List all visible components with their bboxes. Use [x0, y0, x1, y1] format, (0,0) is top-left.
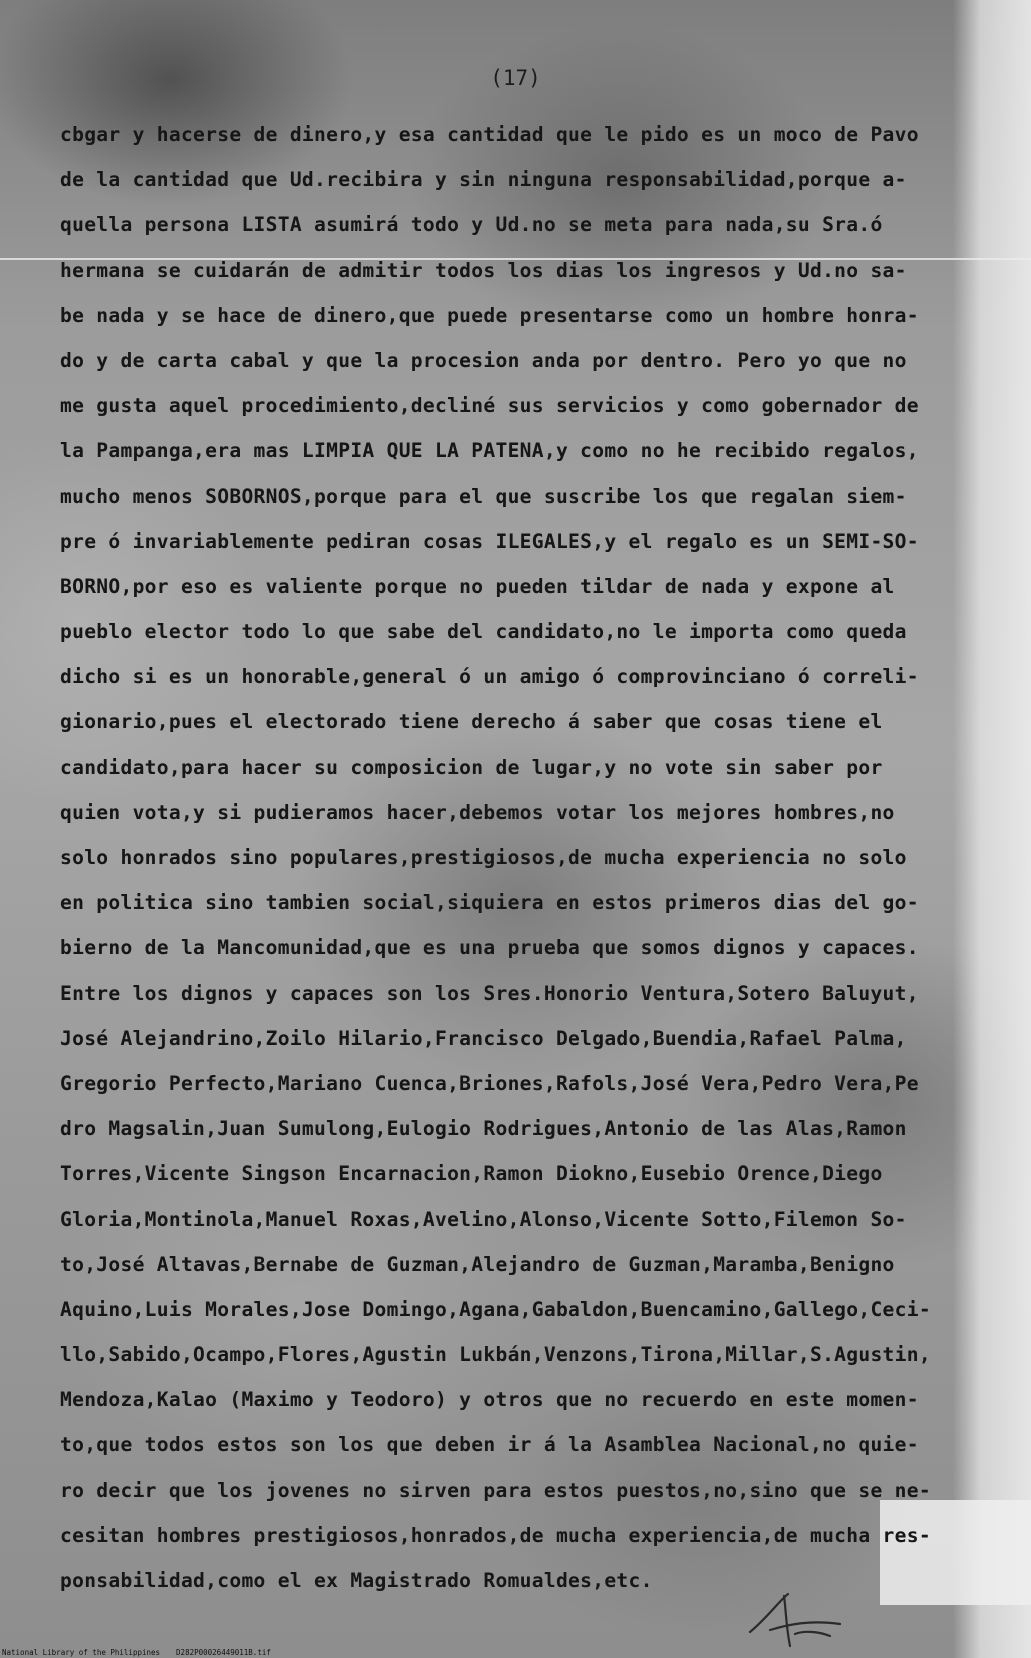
text-line: ponsabilidad,como el ex Magistrado Romualdes,etc. — [60, 1569, 653, 1592]
handwritten-signature — [740, 1590, 850, 1650]
text-line: candidato,para hacer su composicion de lugar,y no vote sin saber por — [60, 755, 883, 779]
text-line: dicho si es un honorable,general ó un amigo ó comprovinciano ó correli- — [60, 665, 919, 689]
text-line: hermana se cuidarán de admitir todos los dias los ingresos y Ud.no sa- — [60, 258, 907, 282]
text-line: cbgar y hacerse de dinero,y esa cantidad que le pido es un moco de Pavo — [60, 123, 919, 146]
footer-file-id: D282P00026449011B.tif — [176, 1648, 271, 1657]
text-line: quien vota,y si pudieramos hacer,debemos votar los mejores hombres,no — [60, 800, 895, 824]
text-line: ro decir que los jovenes no sirven para estos puestos,no,sino que se ne- — [60, 1478, 931, 1502]
text-line: gionario,pues el electorado tiene derecho á saber que cosas tiene el — [60, 710, 883, 734]
text-line: dro Magsalin,Juan Sumulong,Eulogio Rodrigues,Antonio de las Alas,Ramon — [60, 1117, 907, 1141]
text-line: quella persona LISTA asumirá todo y Ud.no se meta para nada,su Sra.ó — [60, 213, 883, 237]
text-line: do y de carta cabal y que la procesion anda por dentro. Pero yo que no — [60, 348, 907, 372]
text-line: to,José Altavas,Bernabe de Guzman,Alejandro de Guzman,Maramba,Benigno — [60, 1252, 895, 1276]
text-line: Aquino,Luis Morales,Jose Domingo,Agana,Gabaldon,Buencamino,Gallego,Ceci- — [60, 1297, 931, 1321]
text-line: pueblo elector todo lo que sabe del candidato,no le importa como queda — [60, 620, 907, 644]
text-line: de la cantidad que Ud.recibira y sin ninguna responsabilidad,porque a- — [60, 168, 907, 192]
text-line: Gregorio Perfecto,Mariano Cuenca,Briones,Rafols,José Vera,Pedro Vera,Pe — [60, 1071, 919, 1095]
scan-footer — [2, 1648, 271, 1657]
text-line: pre ó invariablemente pediran cosas ILEGALES,y el regalo es un SEMI-SO- — [60, 529, 919, 553]
text-line: llo,Sabido,Ocampo,Flores,Agustin Lukbán,Venzons,Tirona,Millar,S.Agustin, — [60, 1343, 931, 1367]
text-line: cesitan hombres prestigiosos,honrados,de mucha experiencia,de mucha res- — [60, 1523, 931, 1547]
text-line: BORNO,por eso es valiente porque no pueden tildar de nada y expone al — [60, 574, 895, 598]
text-line: be nada y se hace de dinero,que puede presentarse como un hombre honra- — [60, 303, 919, 327]
text-line: Entre los dignos y capaces son los Sres.Honorio Ventura,Sotero Baluyut, — [60, 981, 919, 1005]
text-line: Gloria,Montinola,Manuel Roxas,Avelino,Alonso,Vicente Sotto,Filemon So- — [60, 1207, 907, 1231]
text-line: Mendoza,Kalao (Maximo y Teodoro) y otros que no recuerdo en este momen- — [60, 1388, 919, 1412]
text-line: to,que todos estos son los que deben ir á la Asamblea Nacional,no quie- — [60, 1433, 919, 1457]
text-line: solo honrados sino populares,prestigiosos,de mucha experiencia no solo — [60, 846, 907, 869]
text-line: Torres,Vicente Singson Encarnacion,Ramon Diokno,Eusebio Orence,Diego — [60, 1162, 883, 1186]
text-line: mucho menos SOBORNOS,porque para el que suscribe los que regalan siem- — [60, 484, 907, 508]
text-line: José Alejandrino,Zoilo Hilario,Francisco Delgado,Buendia,Rafael Palma, — [60, 1026, 907, 1050]
text-line: en politica sino tambien social,siquiera en estos primeros dias del go- — [60, 891, 919, 915]
text-line: bierno de la Mancomunidad,que es una prueba que somos dignos y capaces. — [60, 936, 919, 960]
text-line: la Pampanga,era mas LIMPIA QUE LA PATENA,y como no he recibido regalos, — [60, 439, 919, 463]
typed-body-text — [60, 112, 1015, 1603]
text-line: me gusta aquel procedimiento,decliné sus servicios y como gobernador de — [60, 394, 919, 418]
page-number: (17) — [490, 66, 541, 90]
footer-institution: National Library of the Philippines — [2, 1648, 161, 1657]
